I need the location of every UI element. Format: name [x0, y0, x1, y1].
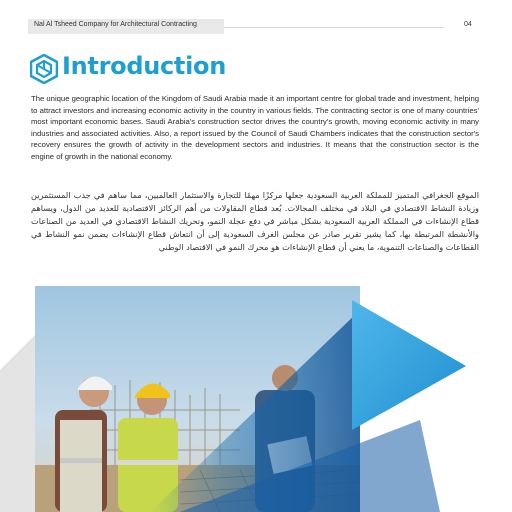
construction-workers-photo: [0, 270, 512, 512]
header-company-name: Nal Al Tsheed Company for Architectural Contracting: [34, 21, 197, 28]
page-number: 04: [464, 21, 472, 28]
intro-paragraph-arabic: الموقع الجغرافي المتميز للمملكة العربية السعودية جعلها مركزًا مهمًا للتجارة والاستثمار العالميين، مما ساهم في جذب المستثمرين وزيادة النشاط الاقتصادي في البلاد في مختلف المجالات. يُعد قطاع المقاولات من أهم الركائز الاقتصادية للعديد من الدول، ويساهم قطاع الإنشاءات في المملكة العربية السعودية بشكل مباشر في دفع عجلة النمو، وتحريك النشاط الاقتصادي في العديد من الصناعات والأنشطة المرتبطة بها، كما يشير تقرير صادر عن مجلس الغرف السعودية إلى أن انتعاش قطاع الإنشاءات يضمن نمو النشاط في القطاعات والصناعات التنموية، ما يعني أن قطاع الإنشاءات هو محرك النمو في الاقتصاد الوطني: [31, 190, 479, 252]
decorative-grey-triangle: [0, 334, 36, 512]
intro-paragraph-english: The unique geographic location of the Kingdom of Saudi Arabia made it an important centre for global trade and investment, helping to attract investors and increasing economic activity in the country in various fields. The contracting sector is one of many countries' most important economic bases. Saudi Arabia's construction sector drives the country's growth, moving economic activity in many industries and associated activities. Also, a report issued by the Council of Saudi Chambers indicates that the construction sector's recovery ensures the growth of activity in the development sectors and industries. It means that the construction sector is the engine of growth in the national economy.: [31, 94, 479, 161]
decorative-blue-triangle: [352, 300, 466, 430]
header-divider: [224, 27, 444, 28]
page-title: Introduction: [62, 52, 226, 80]
company-logo-icon: [30, 54, 58, 84]
